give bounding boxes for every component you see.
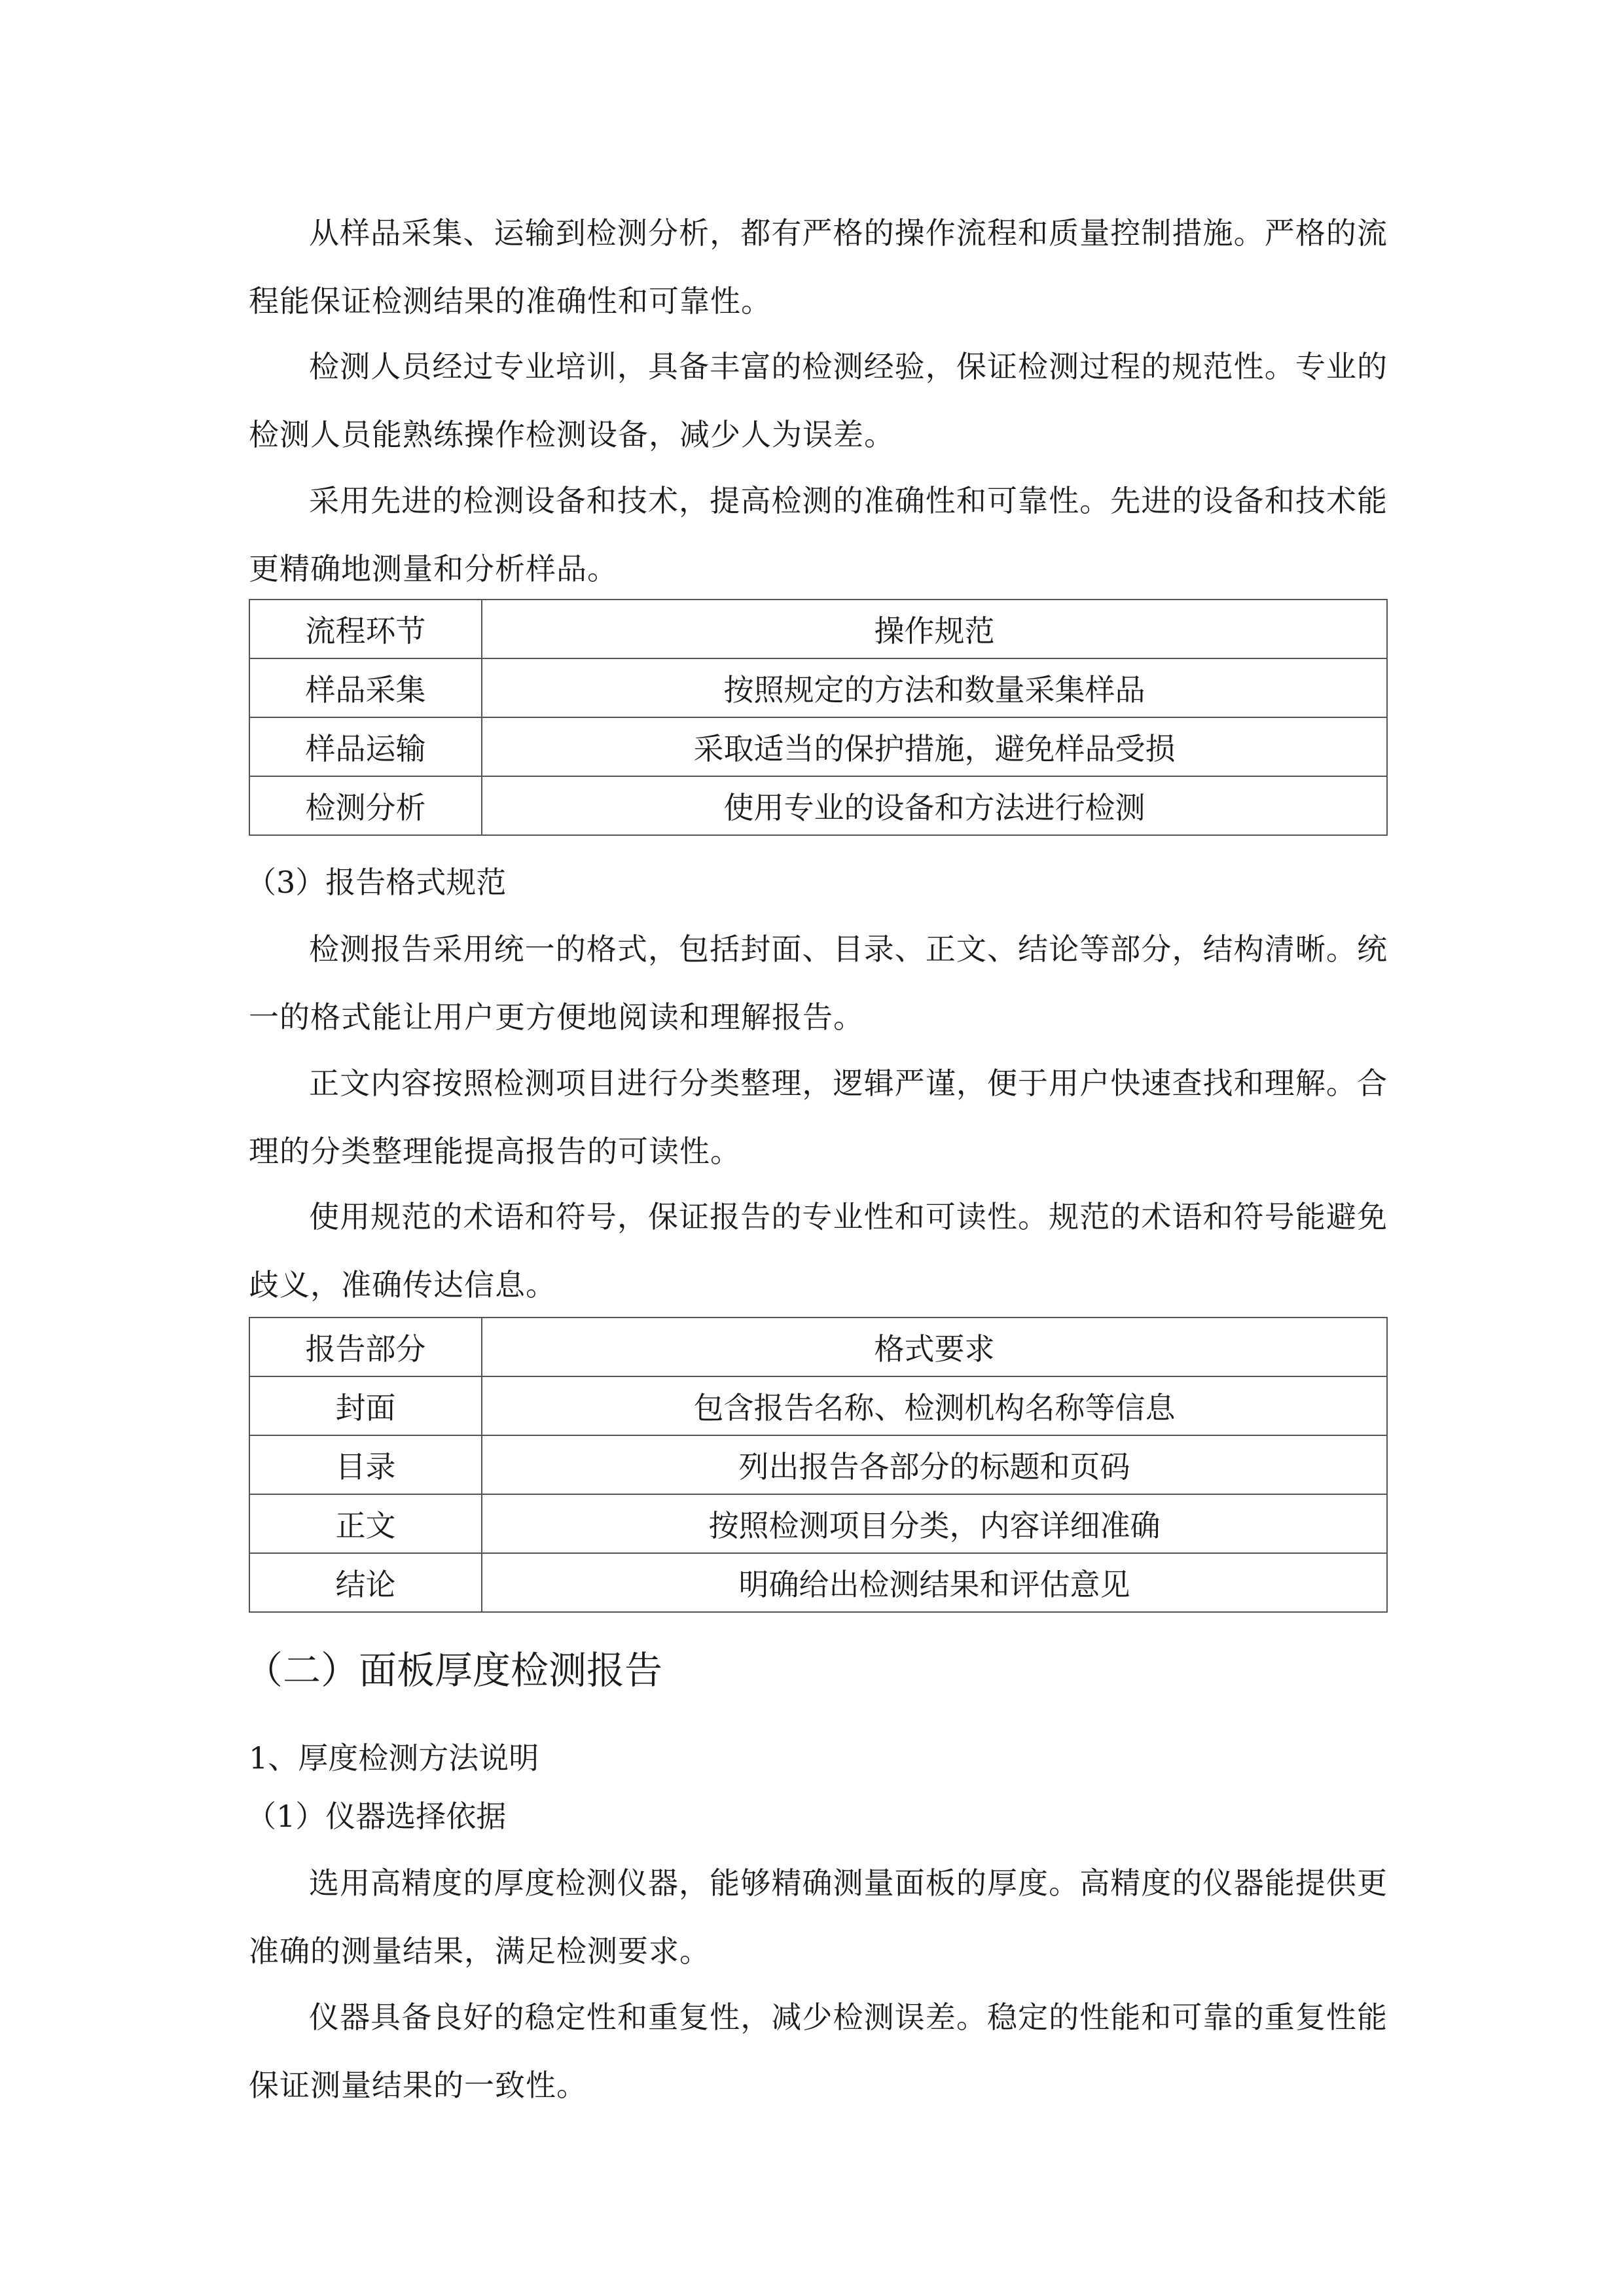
table-header-row [249, 1318, 1387, 1376]
table-cell: 结论 [249, 1553, 482, 1612]
paragraph: 检测报告采用统一的格式，包括封面、目录、正文、结论等部分，结构清晰。统一的格式能让用户更方便地阅读和理解报告。 [249, 931, 1388, 1035]
table-row [249, 1553, 1387, 1612]
subsection-heading: 1、厚度检测方法说明 [249, 1740, 539, 1776]
subsection-subheading: （1）仪器选择依据 [246, 1799, 507, 1834]
paragraph: 使用规范的术语和符号，保证报告的专业性和可读性。规范的术语和符号能避免歧义，准确传达信息。 [249, 1199, 1388, 1302]
table-header-cell: 操作规范 [482, 600, 1387, 658]
table-row [249, 1435, 1387, 1494]
table-cell: 正文 [249, 1494, 482, 1553]
table-header-row [249, 600, 1387, 658]
table-cell: 列出报告各部分的标题和页码 [482, 1435, 1387, 1494]
table-row [249, 1376, 1387, 1435]
paragraph: 检测人员经过专业培训，具备丰富的检测经验，保证检测过程的规范性。专业的检测人员能熟练操作检测设备，减少人为误差。 [249, 349, 1388, 452]
table-cell: 包含报告名称、检测机构名称等信息 [482, 1376, 1387, 1435]
paragraph: 选用高精度的厚度检测仪器，能够精确测量面板的厚度。高精度的仪器能提供更准确的测量结果，满足检测要求。 [249, 1865, 1388, 1969]
table-row [249, 717, 1387, 776]
format-table [249, 1317, 1388, 1613]
table-cell: 检测分析 [249, 776, 482, 835]
paragraph: 从样品采集、运输到检测分析，都有严格的操作流程和质量控制措施。严格的流程能保证检测结果的准确性和可靠性。 [249, 215, 1388, 319]
paragraph: 正文内容按照检测项目进行分类整理，逻辑严谨，便于用户快速查找和理解。合理的分类整理能提高报告的可读性。 [249, 1066, 1388, 1169]
table-cell: 封面 [249, 1376, 482, 1435]
table-cell: 样品运输 [249, 717, 482, 776]
table-cell: 按照规定的方法和数量采集样品 [482, 658, 1387, 717]
process-table [249, 599, 1388, 836]
table-cell: 目录 [249, 1435, 482, 1494]
section-heading: （二）面板厚度检测报告 [245, 1648, 663, 1693]
table-row [249, 1494, 1387, 1553]
table-header-cell: 流程环节 [249, 600, 482, 658]
table-cell: 按照检测项目分类，内容详细准确 [482, 1494, 1387, 1553]
table-row [249, 658, 1387, 717]
table-cell: 使用专业的设备和方法进行检测 [482, 776, 1387, 835]
paragraph: 仪器具备良好的稳定性和重复性，减少检测误差。稳定的性能和可靠的重复性能保证测量结果的一致性。 [249, 2000, 1388, 2103]
table-header-cell: 报告部分 [249, 1318, 482, 1376]
section-subheading: （3）报告格式规范 [246, 865, 507, 900]
table-cell: 明确给出检测结果和评估意见 [482, 1553, 1387, 1612]
table-cell: 采取适当的保护措施，避免样品受损 [482, 717, 1387, 776]
table-row [249, 776, 1387, 835]
table-header-cell: 格式要求 [482, 1318, 1387, 1376]
table-cell: 样品采集 [249, 658, 482, 717]
paragraph: 采用先进的检测设备和技术，提高检测的准确性和可靠性。先进的设备和技术能更精确地测量和分析样品。 [249, 483, 1388, 586]
